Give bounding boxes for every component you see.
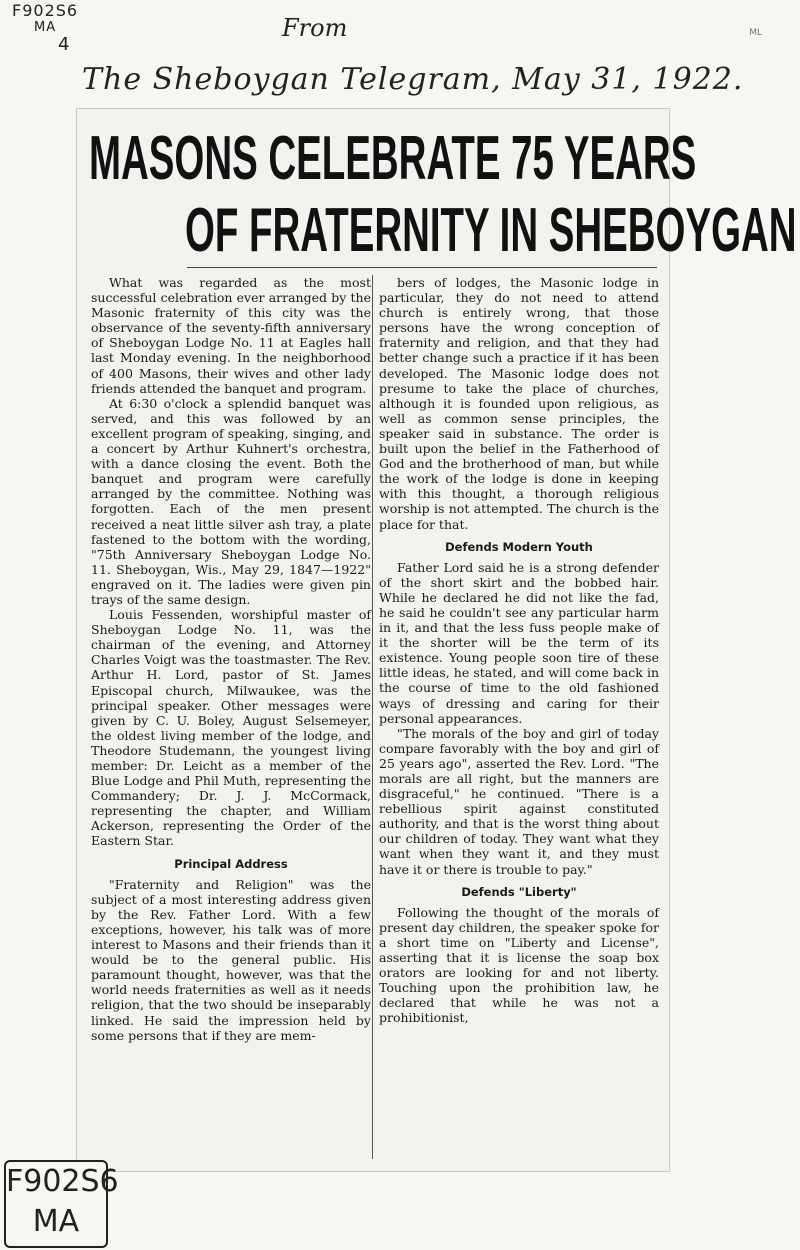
newspaper-clipping xyxy=(76,108,797,1172)
paragraph: bers of lodges, the Masonic lodge in particular, they do not need to attend church is entirely wrong, that those persons have the wrong conception of fraternity and religion, and that they had better change such a practice if it has been developed. The Masonic lodge does not presume to take the place of churches, although it is founded upon religious, as well as common sense principles, the speaker said in substance. The order is built upon the belief in the Fatherhood of God and the brotherhood of man, but while the work of the lodge is done in keeping with this thought, a thorough religious worship is not attempted. The church is the place for that. xyxy=(379,275,659,532)
right-column xyxy=(379,275,659,1026)
archive-code-line: F902S6 xyxy=(12,1,79,20)
headline-line-2: OF FRATERNITY IN SHEBOYGAN xyxy=(185,196,797,265)
paragraph: Louis Fessenden, worshipful master of Sheboygan Lodge No. 11, was the chairman of the evening, and Attorney Charles Voigt was the toastmaster. The Rev. Arthur H. Lord, pastor of St. James Episcopal church, Milwaukee, was the principal speaker. Other messages were given by C. U. Boley, August Selsemeyer, the oldest living member of the lodge, and Theodore Studemann, the youngest living member: Dr. Leicht as a member of the Blue Lodge and Phil Muth, representing the Commandery; Dr. J. J. McCormack, representing the chapter, and William Ackerson, representing the Order of the Eastern Star. xyxy=(91,607,371,849)
subheading: Defends "Liberty" xyxy=(461,884,577,899)
paragraph: "Fraternity and Religion" was the subject of a most interesting address given by the Rev. Father Lord. With a few exceptions, however, his talk was of more interest to Masons and their friends than it would be to the general public. His paramount thought, however, was that the world needs fraternities as well as it needs religion, that the two should be inseparably linked. He said the impression held by some persons that if they are mem- xyxy=(91,876,371,1043)
subheading: Principal Address xyxy=(174,856,288,871)
headline-line-1: MASONS CELEBRATE 75 YEARS xyxy=(89,124,697,193)
paragraph: At 6:30 o'clock a splendid banquet was served, and this was followed by an excellent program of speaking, singing, and a concert by Arthur Kuhnert's orchestra, with a dance closing the event. Both the banquet and program were carefully arranged by the committee. Nothing was forgotten. Each of the men present received a neat little silver ash tray, a plate fastened to the bottom with the wording, "75th Anniversary Sheboygan Lodge No. 11. Sheboygan, Wis., May 29, 1847—1922" engraved on it. The ladies were given pin trays of the same design. xyxy=(91,395,371,607)
paragraph: "The morals of the boy and girl of today compare favorably with the boy and girl of 25 years ago", asserted the Rev. Lord. "The morals are all right, but the manners are disgraceful," he continued. "There is a rebellious spirit against constituted authority, and that is the worst thing about our children of today. They want what they want when they want it, and they must have it or there is trouble to pay." xyxy=(379,725,659,877)
paragraph: What was regarded as the most successful celebration ever arranged by the Masonic fraternity of this city was the observance of the seventy-fifth anniversary of Sheboygan Lodge No. 11 at Eagles hall last Monday evening. In the neighborhood of 400 Masons, their wives and other lady friends attended the banquet and program. xyxy=(91,275,371,396)
archive-code-line: F902S6 xyxy=(6,1164,119,1199)
handwritten-source: The Sheboygan Telegram, May 31, 1922. xyxy=(82,62,744,97)
paragraph: Following the thought of the morals of present day children, the speaker spoke for a short time on "Liberty and License", asserting that it is license the soap box orators are looking for and not liberty. Touching upon the prohibition law, he declared that while he was not a prohibitionist, xyxy=(379,904,659,1026)
left-column xyxy=(91,275,371,1043)
handwritten-from: From xyxy=(282,14,348,42)
archive-code-line: MA xyxy=(34,20,57,35)
subheading: Defends Modern Youth xyxy=(445,539,593,554)
archive-code-line: MA xyxy=(32,1204,80,1239)
headline-rule xyxy=(187,267,657,268)
archive-code-line: 4 xyxy=(58,34,71,55)
column-divider xyxy=(372,275,373,1159)
archive-code-bottom-left xyxy=(4,1160,119,1248)
archive-code-top-left xyxy=(12,2,78,53)
archive-mark-top-right: ML xyxy=(749,28,762,38)
paragraph: Father Lord said he is a strong defender of the short skirt and the bobbed hair. While he declared he did not like the fad, he said he couldn't see any particular harm in it, and that the less fuss people make of it the shorter will be the term of its existence. Young people soon tire of these little ideas, he stated, and will come back in the course of time to the old fashioned ways of dressing and caring for their personal appearances. xyxy=(379,559,659,726)
